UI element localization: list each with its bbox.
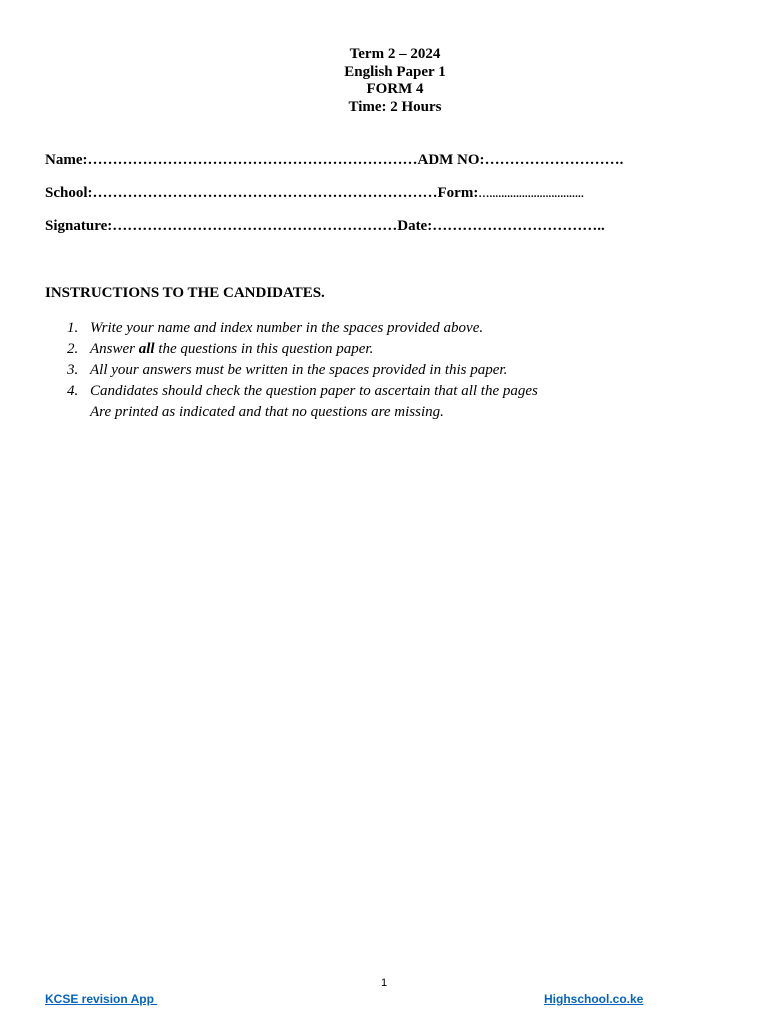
time-line: Time: 2 Hours bbox=[348, 98, 442, 115]
school-field[interactable]: …………………………………………………………… bbox=[92, 185, 438, 201]
school-row bbox=[45, 184, 623, 217]
name-label: Name: bbox=[45, 152, 88, 168]
date-field[interactable]: …………………………….. bbox=[432, 218, 605, 234]
signature-field[interactable]: ………………………………………………… bbox=[112, 218, 398, 234]
instructions-list bbox=[45, 318, 605, 423]
adm-no-label: ADM NO: bbox=[417, 152, 485, 168]
signature-row bbox=[45, 217, 623, 250]
instruction-text: All your answers must be written in the spaces provided in this paper. bbox=[90, 362, 508, 378]
instruction-text-post: the questions in this question paper. bbox=[154, 341, 374, 357]
kcse-revision-app-link[interactable]: KCSE revision App bbox=[45, 992, 158, 1006]
instruction-number: 3. bbox=[67, 362, 79, 378]
instruction-item bbox=[45, 360, 605, 381]
form-line: FORM 4 bbox=[366, 81, 424, 97]
instruction-number: 2. bbox=[67, 341, 79, 357]
term-line: Term 2 – 2024 bbox=[349, 46, 441, 62]
instruction-emphasis: all bbox=[138, 341, 155, 357]
document-header bbox=[0, 46, 768, 116]
instruction-text: Write your name and index number in the spaces provided above. bbox=[90, 320, 484, 336]
instruction-text-line-2: Are printed as indicated and that no questions are missing. bbox=[90, 404, 444, 420]
highschool-link[interactable]: Highschool.co.ke bbox=[544, 992, 644, 1006]
school-label: School: bbox=[45, 185, 93, 201]
instruction-item bbox=[45, 381, 605, 423]
date-label: Date: bbox=[397, 218, 433, 234]
subject-line: English Paper 1 bbox=[344, 63, 446, 80]
candidate-details bbox=[45, 151, 623, 250]
instruction-item bbox=[45, 318, 605, 339]
adm-no-field[interactable]: ………………………. bbox=[484, 152, 624, 168]
instruction-item bbox=[45, 339, 605, 360]
instruction-number: 4. bbox=[67, 383, 79, 399]
instruction-text-pre: Answer bbox=[90, 341, 139, 357]
page-number: 1 bbox=[380, 977, 388, 989]
signature-label: Signature: bbox=[45, 218, 113, 234]
name-row bbox=[45, 151, 623, 184]
instructions-heading: INSTRUCTIONS TO THE CANDIDATES. bbox=[45, 285, 325, 301]
form-label: Form: bbox=[437, 185, 479, 201]
instruction-number: 1. bbox=[67, 320, 79, 336]
instruction-text-line-1: Candidates should check the question paper to ascertain that all the pages bbox=[90, 383, 538, 399]
form-field[interactable]: …................................ bbox=[478, 188, 584, 200]
name-field[interactable]: ………………………………………………………… bbox=[87, 152, 418, 168]
